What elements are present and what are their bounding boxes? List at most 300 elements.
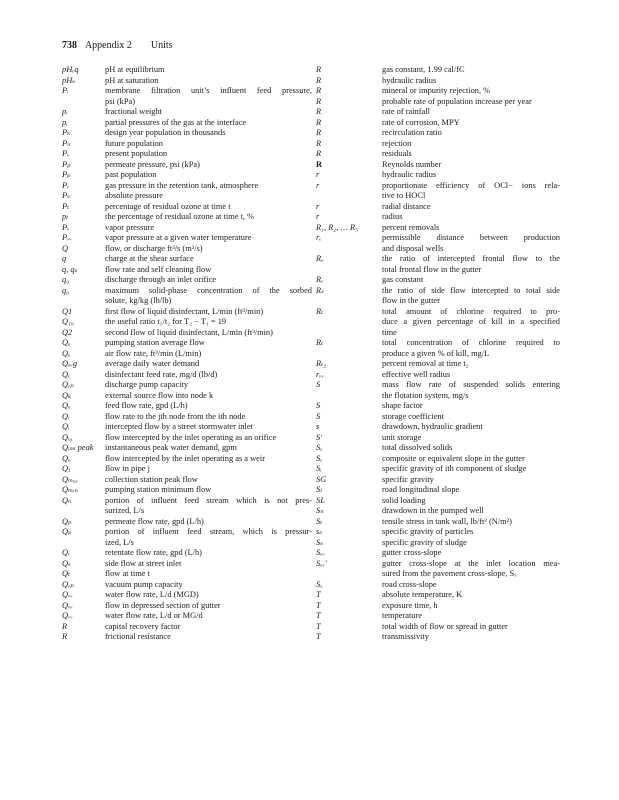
definition: air flow rate, ft³/min (L/min) — [105, 348, 202, 358]
symbol-entry — [316, 76, 560, 87]
symbol: Pₙ — [62, 138, 71, 148]
section-label: Appendix 2 — [84, 40, 132, 51]
definition: gas constant, 1.99 cal/fC — [382, 65, 465, 74]
symbol: Rₑ — [316, 275, 324, 284]
symbol: Qᵢᵥ — [62, 453, 72, 463]
symbol: pₜ — [62, 212, 69, 221]
symbol-entry — [62, 275, 312, 286]
symbol-entry — [62, 464, 312, 475]
definition: intercepted flow by a street stormwater inlet — [105, 422, 253, 431]
definition: temperature — [382, 611, 422, 620]
symbol-entry — [316, 233, 560, 244]
symbol: T — [316, 632, 321, 641]
definition: permeate flow rate, gpd (L/h) — [105, 516, 204, 526]
definition: retentate flow rate, gpd (L/h) — [105, 548, 202, 557]
symbol: r — [316, 180, 320, 190]
definition: flow, or discharge ft³/s (m³/s) — [105, 243, 203, 253]
definition: storage coefficient — [382, 411, 444, 421]
symbol-entry — [62, 233, 312, 244]
symbol-entry — [62, 475, 312, 486]
symbol-entry — [62, 160, 312, 171]
symbol-entry — [316, 359, 560, 370]
symbol: SL — [316, 495, 325, 505]
symbol-entry — [62, 76, 312, 87]
symbol: Pᵣ — [62, 180, 70, 190]
symbol: R — [316, 117, 322, 127]
symbol: Pₜ — [62, 201, 70, 211]
symbol: R — [62, 621, 68, 631]
definition: total frontal flow in the gutter — [382, 264, 482, 274]
definition: membrane filtration unit’s influent feed pressure, — [105, 86, 312, 95]
definition: past population — [105, 170, 157, 179]
symbol-entry — [62, 181, 312, 192]
definition: road cross-slope — [382, 579, 437, 589]
definition: surized, L/s — [105, 506, 145, 515]
symbol-entry — [62, 359, 312, 370]
symbol-entry — [62, 139, 312, 150]
definition: residuals — [382, 149, 412, 158]
symbol-entry — [62, 149, 312, 160]
definition: partial pressures of the gas at the interface — [105, 117, 247, 127]
definition: total dissolved solids — [382, 443, 453, 452]
definition: unit storage — [382, 432, 422, 442]
symbol-entry — [316, 349, 560, 360]
symbol: R₁, R₂, … R₅ — [316, 222, 358, 232]
symbol-entry — [316, 170, 560, 181]
definition: capital recovery factor — [105, 621, 181, 631]
definition: flow rate and self cleaning flow — [105, 264, 212, 274]
symbol-entry — [62, 422, 312, 433]
definition: flow intercepted by the inlet operating as an orifice — [105, 432, 277, 442]
symbol: Qᵥᵥ — [62, 590, 73, 599]
definition: future population — [105, 138, 163, 148]
definition: rate of rainfall — [382, 107, 430, 116]
right-symbol-column — [316, 65, 560, 643]
symbol: Q — [62, 243, 69, 253]
symbol: T — [316, 611, 321, 620]
running-header — [62, 40, 173, 51]
symbol-entry — [316, 254, 560, 265]
symbol: Qₛ — [62, 558, 71, 568]
definition: drawdown, hydraulic gradient — [382, 422, 483, 431]
symbol: R — [316, 138, 322, 148]
symbol-entry — [62, 254, 312, 265]
symbol-entry — [62, 454, 312, 465]
definition: tive to HOCl — [382, 191, 426, 200]
definition: vacuum pump capacity — [105, 579, 183, 589]
symbol: R — [316, 107, 322, 116]
symbol: Sᵥᵥ′ — [316, 558, 327, 568]
page-number: 738 — [62, 40, 77, 51]
symbol: S′ — [316, 432, 323, 442]
symbol: R — [316, 96, 322, 106]
symbol-entry — [316, 527, 560, 538]
symbol-entry — [316, 548, 560, 559]
symbol-entry — [62, 191, 312, 202]
symbol-entry — [62, 244, 312, 255]
definition: duce a given percentage of kill in a specified — [382, 317, 560, 326]
symbol-entry — [62, 296, 312, 307]
definition: gas pressure in the retention tank, atmosphere — [105, 180, 259, 190]
definition: specific gravity — [382, 474, 434, 484]
symbol: rᵥᵥ — [316, 369, 324, 379]
symbol-entry — [316, 464, 560, 475]
symbol: Q₁₉ — [62, 317, 74, 326]
symbol-entry — [62, 559, 312, 570]
definition: produce a given % of kill, mg/L — [382, 348, 490, 358]
symbol: s — [316, 422, 320, 431]
definition: and disposal wells — [382, 243, 444, 253]
symbol-entry — [316, 65, 560, 76]
symbol-entry — [316, 286, 560, 297]
symbol-entry — [316, 107, 560, 118]
definition: percent removals — [382, 222, 440, 232]
symbol-entry — [316, 422, 560, 433]
symbol: Qₘₐₓ — [62, 474, 79, 484]
symbol-entry — [316, 454, 560, 465]
symbol-entry — [316, 380, 560, 391]
symbol: Qᵢₙₛ peak — [62, 443, 94, 452]
symbol-entry — [62, 632, 312, 643]
symbol-entry — [62, 212, 312, 223]
symbol-entry — [316, 139, 560, 150]
symbol: Pₖ — [62, 128, 71, 137]
symbol-entry — [316, 580, 560, 591]
definition: flow at time t — [105, 569, 150, 578]
symbol: Qᵢ₀ — [62, 432, 73, 442]
symbol: Q1 — [62, 306, 73, 316]
symbol: Qₑₚ — [62, 380, 74, 389]
symbol-entry — [62, 338, 312, 349]
symbol: R — [316, 75, 322, 85]
symbol-entry — [316, 559, 560, 570]
symbol: Sₛ — [316, 537, 324, 547]
symbol-entry — [62, 517, 312, 528]
definition: transmissivity — [382, 632, 429, 641]
symbol: Qᵣ — [62, 548, 71, 557]
definition: specific gravity of ith component of sludge — [382, 464, 527, 473]
symbol-entry — [62, 118, 312, 129]
symbol-entry — [62, 443, 312, 454]
definition: flow intercepted by the inlet operating as a weir — [105, 453, 265, 463]
symbol: r — [316, 170, 320, 179]
symbol-entry — [316, 97, 560, 108]
definition: shape factor — [382, 401, 423, 410]
definition: ized, L/s — [105, 537, 134, 547]
symbol: pᵢ — [62, 107, 68, 116]
definition: second flow of liquid disinfectant, L/min (ft³/min) — [105, 327, 273, 337]
symbol: Qₐ — [62, 348, 71, 358]
definition: side flow at street inlet — [105, 558, 182, 568]
symbol: Qₑ — [62, 369, 71, 379]
symbol-entry — [316, 632, 560, 643]
symbol: r — [316, 212, 320, 221]
symbol: Qₐᵥg — [62, 359, 78, 368]
definition: collection station peak flow — [105, 474, 198, 484]
symbol: Qₙ — [62, 495, 72, 505]
definition: maximum solid-phase concentration of the sorbed — [105, 285, 312, 295]
symbol: R — [62, 632, 68, 641]
symbol: SG — [316, 474, 327, 484]
symbol-entry — [62, 86, 312, 97]
symbol: S — [316, 411, 321, 421]
symbol-entry — [316, 317, 560, 328]
symbol-entry — [62, 538, 312, 549]
symbol-entry — [62, 286, 312, 297]
definition: the ratio of side flow intercepted to total side — [382, 285, 560, 295]
symbol: Pₚ — [62, 159, 71, 169]
symbol-entry — [62, 107, 312, 118]
definition: the percentage of residual ozone at time t, % — [105, 212, 255, 221]
symbol-entry — [316, 328, 560, 339]
symbol: Rₜ — [316, 338, 324, 347]
symbol-entry — [62, 580, 312, 591]
definition: radial distance — [382, 201, 431, 211]
definition: gutter cross-slope — [382, 548, 442, 557]
symbol: R — [316, 65, 322, 74]
definition: percentage of residual ozone at time t — [105, 201, 231, 211]
symbol-entry — [62, 265, 312, 276]
definition: hydraulic radius — [382, 170, 437, 179]
symbol: Sₜ — [316, 516, 323, 526]
symbol-entry — [316, 622, 560, 633]
symbol: pHₛ — [62, 75, 76, 85]
symbol-entry — [316, 517, 560, 528]
definition: design year population in thousands — [105, 128, 226, 137]
definition: specific gravity of particles — [382, 527, 474, 536]
symbol: Qₜ — [62, 569, 71, 578]
definition: average daily water demand — [105, 359, 200, 368]
symbol: R — [316, 149, 322, 158]
definition: pumping station minimum flow — [105, 485, 212, 494]
symbol-entry — [62, 128, 312, 139]
symbol: Sₓ — [316, 579, 323, 589]
symbol: Qₚ — [62, 527, 72, 536]
symbol: sₛ — [316, 527, 323, 536]
symbol: Q2 — [62, 327, 73, 337]
symbol: R — [316, 128, 322, 137]
symbol-entry — [316, 485, 560, 496]
definition: specific gravity of sludge — [382, 537, 467, 547]
symbol: Sₗ — [316, 485, 323, 494]
definition: Reynolds number — [382, 159, 442, 169]
symbol: Pₛ — [62, 191, 70, 200]
symbol-entry — [62, 202, 312, 213]
symbol-entry — [62, 548, 312, 559]
symbol-entry — [316, 433, 560, 444]
symbol: Qₚ — [62, 516, 72, 526]
definition: vapor pressure at a given water temperature — [105, 233, 252, 242]
symbol: Qᵥᵥ — [62, 611, 73, 620]
definition: time — [382, 327, 397, 337]
symbol: q₀ — [62, 285, 70, 295]
symbol-entry — [316, 118, 560, 129]
symbol: q₀ — [62, 275, 70, 284]
symbol: T — [316, 590, 321, 599]
symbol-entry — [316, 223, 560, 234]
symbol-entry — [316, 496, 560, 507]
symbol-entry — [62, 370, 312, 381]
definition: discharge pump capacity — [105, 380, 189, 389]
symbol: Sₑ — [316, 443, 323, 452]
definition: pH at equilibrium — [105, 65, 165, 74]
symbol-entry — [62, 349, 312, 360]
symbol-entry — [316, 275, 560, 286]
symbol-entry — [62, 401, 312, 412]
definition: first flow of liquid disinfectant, L/min (ft³/min) — [105, 306, 264, 316]
symbol-entry — [62, 380, 312, 391]
definition: frictional resistance — [105, 632, 171, 641]
symbol-entry — [62, 506, 312, 517]
definition: pH at saturation — [105, 75, 159, 85]
symbol-entry — [316, 202, 560, 213]
definition: fractional weight — [105, 107, 162, 116]
symbol-entry — [316, 611, 560, 622]
symbol-entry — [316, 160, 560, 171]
definition: the ratio of intercepted frontal flow to the — [382, 254, 560, 263]
symbol-entry — [316, 128, 560, 139]
symbol: S — [316, 380, 321, 389]
symbol: Rₜ₂ — [316, 359, 327, 368]
symbol: Qᵢ — [62, 422, 70, 431]
definition: permissible distance between production — [382, 233, 560, 242]
symbol-entry — [316, 401, 560, 412]
symbol-entry — [62, 433, 312, 444]
symbol-entry — [62, 412, 312, 423]
definition: psi (kPa) — [105, 96, 136, 106]
symbol: Rₛ — [316, 285, 324, 295]
symbol-entry — [316, 475, 560, 486]
definition: effective well radius — [382, 369, 451, 379]
symbol: rₑ — [316, 233, 322, 242]
definition: solid loading — [382, 495, 426, 505]
symbol-entry — [316, 590, 560, 601]
symbol: R — [316, 86, 322, 95]
definition: probable rate of population increase per year — [382, 96, 532, 106]
definition: charge at the shear surface — [105, 254, 194, 263]
symbol-entry — [62, 590, 312, 601]
symbol: Sᵢ — [316, 464, 322, 473]
symbol-entry — [316, 181, 560, 192]
definition: drawdown in the pumped well — [382, 506, 484, 515]
definition: percent removal at time t₂ — [382, 359, 469, 368]
symbol: Pᵥᵥ — [62, 233, 72, 242]
definition: external source flow into node k — [105, 390, 214, 400]
symbol-entry — [316, 412, 560, 423]
definition: discharge through an inlet orifice — [105, 275, 217, 284]
symbol: q, qₛ — [62, 264, 78, 274]
left-symbol-column — [62, 65, 312, 643]
symbol: Qᵥₚ — [62, 579, 74, 589]
symbol: r — [316, 201, 320, 211]
symbol: Rₒ — [316, 254, 324, 263]
symbol: Pₚ — [62, 170, 71, 179]
symbol-entry — [316, 307, 560, 318]
definition: radius — [382, 212, 403, 221]
symbol: Qₖ — [62, 390, 72, 400]
symbol: Qⱼ — [62, 464, 71, 473]
definition: water flow rate, L/d (MGD) — [105, 590, 199, 599]
symbol-entry — [316, 244, 560, 255]
definition: pumping station average flow — [105, 338, 205, 347]
definition: gas constant — [382, 275, 424, 284]
definition: rejection — [382, 138, 412, 148]
symbol-entry — [62, 328, 312, 339]
symbol-entry — [62, 307, 312, 318]
symbol-entry — [316, 569, 560, 580]
symbol-entry — [316, 86, 560, 97]
symbol: Qₘᵢₙ — [62, 485, 78, 494]
symbol-entry — [62, 496, 312, 507]
symbol-entry — [62, 601, 312, 612]
section-title: Units — [150, 40, 173, 51]
symbol: q — [62, 254, 67, 263]
symbol-entry — [62, 223, 312, 234]
definition: water flow rate, L/d or MG/d — [105, 611, 203, 620]
symbol-entry — [316, 265, 560, 276]
symbol: R — [316, 159, 323, 169]
definition: flow in pipe j — [105, 464, 150, 473]
symbol-entry — [62, 65, 312, 76]
definition: flow in depressed section of gutter — [105, 600, 221, 610]
definition: absolute temperature, K — [382, 590, 463, 599]
symbol-entry — [316, 506, 560, 517]
definition: flow in the gutter — [382, 296, 440, 305]
definition: the useful ratio t₁/t₂ for T₂ − T₁ = 19 — [105, 317, 227, 326]
definition: flow rate to the jth node from the ith node — [105, 411, 246, 421]
symbol-entry — [316, 443, 560, 454]
definition: permeate pressure, psi (kPa) — [105, 159, 200, 169]
symbol-entry — [62, 317, 312, 328]
definition: composite or equivalent slope in the gutter — [382, 453, 525, 463]
definition: hydraulic radius — [382, 75, 437, 85]
symbol-entry — [62, 622, 312, 633]
definition: feed flow rate, gpd (L/h) — [105, 401, 188, 410]
definition: mineral or impurity rejection, % — [382, 86, 491, 95]
symbol: T — [316, 600, 321, 610]
symbol: Rₜ — [316, 306, 324, 316]
symbol-entry — [316, 370, 560, 381]
definition: portion of influent feed stream, which is pressur- — [105, 527, 312, 536]
symbol-entry — [316, 296, 560, 307]
symbol-entry — [316, 538, 560, 549]
definition: gutter cross-slope at the inlet location mea- — [382, 558, 560, 568]
definition: tensile stress in tank wall, lb/ft² (N/m²) — [382, 516, 512, 526]
symbol-entry — [62, 97, 312, 108]
symbol: Sₙ — [316, 506, 324, 515]
symbol: Qᵢ — [62, 411, 70, 421]
symbol-entry — [316, 601, 560, 612]
definition: absolute pressure — [105, 191, 163, 200]
definition: vapor pressure — [105, 222, 155, 232]
symbol-entry — [62, 569, 312, 580]
definition: total concentration of chlorine required to — [382, 338, 560, 347]
definition: solute, kg/kg (lb/lb) — [105, 296, 172, 305]
symbol: Qᵥᵥ — [62, 600, 73, 610]
symbol-entry — [316, 338, 560, 349]
definition: the flotation system, mg/s — [382, 390, 469, 400]
symbol: Sᵥᵥ — [316, 548, 325, 557]
symbol-entry — [62, 391, 312, 402]
symbol: Pᵢ — [62, 86, 69, 95]
definition: present population — [105, 149, 168, 158]
symbol-entry — [62, 170, 312, 181]
symbol-entry — [316, 212, 560, 223]
definition: road longitudinal slope — [382, 485, 460, 494]
symbol: Pᵥ — [62, 222, 70, 232]
symbol: Pₒ — [62, 149, 70, 158]
symbol: S — [316, 401, 321, 410]
